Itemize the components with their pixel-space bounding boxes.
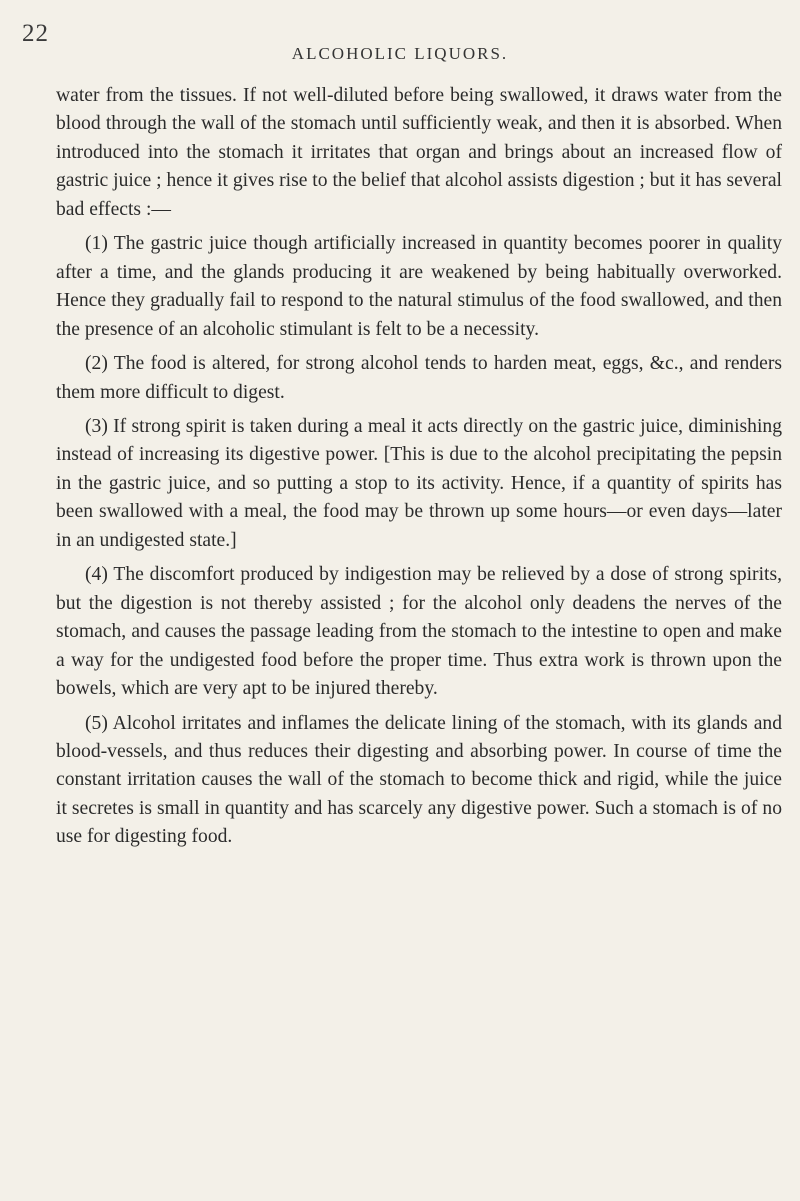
paragraph-continuation: water from the tissues. If not well-diluted before being swallowed, it draws water from the blood through the wall of the stomach until sufficiently weak, and then it is absorbed. When introduced into the stomach it irritates that organ and brings about an increased flow of gastric juice ; hence it gives rise to the belief that alcohol assists digestion ; but it has several bad effects :—: [56, 85, 782, 220]
paragraph-effect-3: (3) If strong spirit is taken during a meal it acts directly on the gastric juice, diminishing instead of increasing its digestive power. [This is due to the alcohol precipitating the pepsin in the gastric juice, and so putting a stop to its activity. Hence, if a quantity of spirits has been swallowed with a meal, the food may be thrown up some hours—or even days—later in an undigested state.]: [56, 415, 782, 551]
paragraph-effect-5: (5) Alcohol irritates and inflames the delicate lining of the stomach, with its glands and blood-vessels, and thus reduces their digesting and absorbing power. In course of time the constant irritation causes the wall of the stomach to become thick and rigid, while the juice it secretes is small in quantity and has scarcely any digestive power. Such a stomach is of no use for digesting food.: [56, 712, 782, 848]
paragraph-effect-1: (1) The gastric juice though artificially increased in quantity becomes poorer in quality after a time, and the glands producing it are weakened by being habitually overworked. Hence they gradually fail to respond to the natural stimulus of the food swallowed, and then the presence of an alcoholic stimulant is felt to be a necessity.: [56, 233, 782, 340]
running-title: ALCOHOLIC LIQUORS.: [291, 44, 509, 63]
paragraph-effect-4: (4) The discomfort produced by indigestion may be relieved by a dose of strong spirits, but the digestion is not thereby assisted ; for the alcohol only deadens the nerves of the stomach, and causes the passage leading from the stomach to the intestine to open and make a way for the undigested food before the proper time. Thus extra work is thrown upon the bowels, which are very apt to be injured thereby.: [56, 564, 782, 700]
body-text: [56, 82, 782, 852]
page-number: 22: [22, 20, 49, 47]
paragraph-effect-2: (2) The food is altered, for strong alcohol tends to harden meat, eggs, &c., and renders them more difficult to digest.: [56, 353, 782, 403]
